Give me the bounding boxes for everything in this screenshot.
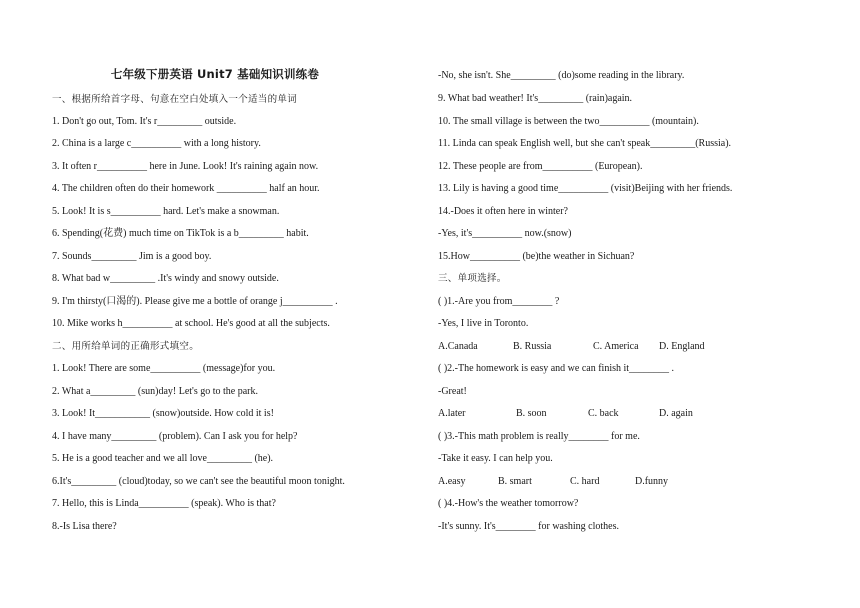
- s2-item-15: 15.How__________ (be)the weather in Sichuan?: [438, 251, 635, 262]
- s1-item-8: 8. What bad w_________ .It's windy and snowy outside.: [52, 273, 279, 284]
- s2-item-13: 13. Lily is having a good time__________ (visit)Beijing with her friends.: [438, 183, 733, 194]
- s2-item-5: 5. He is a good teacher and we all love_________ (he).: [52, 453, 274, 464]
- q4-question: ( )4.-How's the weather tomorrow?: [438, 498, 579, 509]
- s2-item-9: 9. What bad weather! It's_________ (rain)again.: [438, 93, 633, 104]
- q1-option-d: D. England: [659, 341, 705, 352]
- q3-option-c: C. hard: [570, 476, 600, 487]
- s1-item-10: 10. Mike works h__________ at school. He's good at all the subjects.: [52, 318, 330, 329]
- s1-item-6: 6. Spending(花费) much time on TikTok is a b_________ habit.: [52, 228, 309, 239]
- s2-item-2: 2. What a_________ (sun)day! Let's go to the park.: [52, 386, 259, 397]
- q4-dialog: -It's sunny. It's________ for washing clothes.: [438, 521, 619, 532]
- q3-question: ( )3.-This math problem is really________ for me.: [438, 431, 640, 442]
- q3-dialog: -Take it easy. I can help you.: [438, 453, 553, 464]
- s2-item-7: 7. Hello, this is Linda__________ (speak). Who is that?: [52, 498, 276, 509]
- section-3-heading: 三、单项选择。: [438, 273, 507, 284]
- s1-item-9: 9. I'm thirsty(口渴的). Please give me a bottle of orange j__________ .: [52, 296, 338, 307]
- q1-option-a: A.Canada: [438, 341, 478, 352]
- q1-option-b: B. Russia: [513, 341, 552, 352]
- s2-item-8-answer: -No, she isn't. She_________ (do)some reading in the library.: [438, 70, 685, 81]
- q1-question: ( )1.-Are you from________ ?: [438, 296, 560, 307]
- q3-option-b: B. smart: [498, 476, 532, 487]
- section-2-heading: 二、用所给单词的正确形式填空。: [52, 341, 200, 352]
- q2-option-a: A.later: [438, 408, 466, 419]
- s1-item-5: 5. Look! It is s__________ hard. Let's make a snowman.: [52, 206, 280, 217]
- q2-option-d: D. again: [659, 408, 693, 419]
- s2-item-14-answer: -Yes, it's__________ now.(snow): [438, 228, 572, 239]
- q3-option-d: D.funny: [635, 476, 669, 487]
- s2-item-14: 14.-Does it often here in winter?: [438, 206, 568, 217]
- s2-item-3: 3. Look! It___________ (snow)outside. How cold it is!: [52, 408, 274, 419]
- s1-item-4: 4. The children often do their homework __________ half an hour.: [52, 183, 320, 194]
- s2-item-6: 6.It's_________ (cloud)today, so we can't see the beautiful moon tonight.: [52, 476, 345, 487]
- s1-item-2: 2. China is a large c__________ with a long history.: [52, 138, 261, 149]
- s2-item-12: 12. These people are from__________ (European).: [438, 161, 643, 172]
- s2-item-11: 11. Linda can speak English well, but she can't speak_________(Russia).: [438, 138, 732, 149]
- q2-question: ( )2.-The homework is easy and we can finish it________ .: [438, 363, 675, 374]
- s2-item-8: 8.-Is Lisa there?: [52, 521, 117, 532]
- q1-option-c: C. America: [593, 341, 639, 352]
- s1-item-1: 1. Don't go out, Tom. It's r_________ outside.: [52, 116, 237, 127]
- page-title: 七年级下册英语 Unit7 基础知识训练卷: [110, 67, 320, 81]
- q2-option-c: C. back: [588, 408, 619, 419]
- s2-item-10: 10. The small village is between the two__________ (mountain).: [438, 116, 699, 127]
- q2-option-b: B. soon: [516, 408, 547, 419]
- section-1-heading: 一、根据所给首字母、句意在空白处填入一个适当的单词: [52, 94, 298, 105]
- q2-dialog: -Great!: [438, 386, 467, 397]
- s2-item-4: 4. I have many_________ (problem). Can I ask you for help?: [52, 431, 298, 442]
- q3-option-a: A.easy: [438, 476, 466, 487]
- s1-item-7: 7. Sounds_________ Jim is a good boy.: [52, 251, 212, 262]
- s1-item-3: 3. It often r__________ here in June. Look! It's raining again now.: [52, 161, 319, 172]
- s2-item-1: 1. Look! There are some__________ (message)for you.: [52, 363, 276, 374]
- q1-dialog: -Yes, I live in Toronto.: [438, 318, 529, 329]
